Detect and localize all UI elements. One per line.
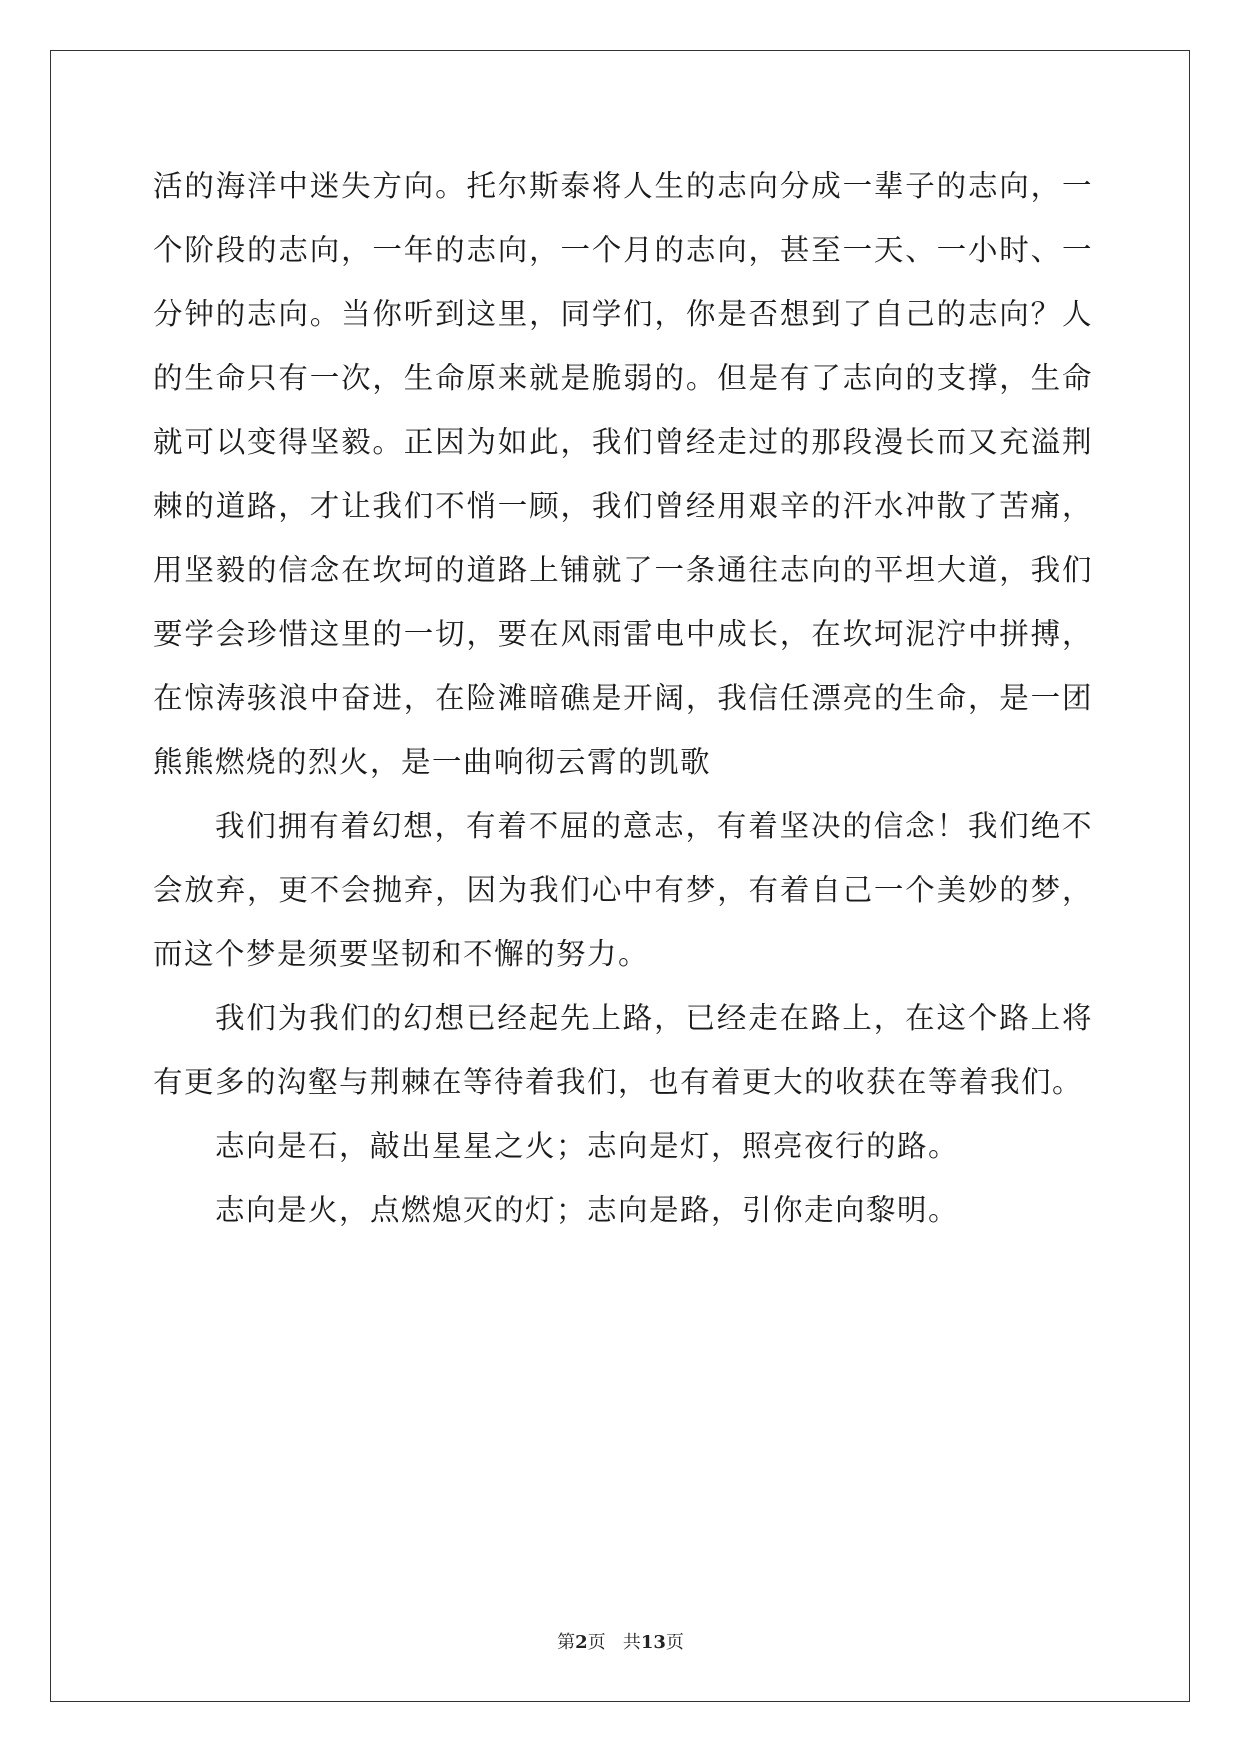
footer-page-suffix: 页	[587, 1632, 606, 1653]
paragraph-4: 志向是石，敲出星星之火；志向是灯，照亮夜行的路。	[215, 1129, 960, 1163]
paragraph-1: 活的海洋中迷失方向。托尔斯泰将人生的志向分成一辈子的志向，一个阶段的志向，一年的志向，一个月的志向，甚至一天、一小时、一分钟的志向。当你听到这里，同学们，你是否想到了自己的志向？人的生命只有一次，生命原来就是脆弱的。但是有了志向的支撑，生命就可以变得坚毅。正因为如此，我们曾经走过的那段漫长而又充溢荆棘的道路，才让我们不悄一顾，我们曾经用艰辛的汗水冲散了苦痛，用坚毅的信念在坎坷的道路上铺就了一条通往志向的平坦大道，我们要学会珍惜这里的一切，要在风雨雷电中成长，在坎坷泥泞中拼搏，在惊涛骇浪中奋进，在险滩暗礁是开阔，我信任漂亮的生命，是一团熊熊燃烧的烈火，是一曲响彻云霄的凯歌	[153, 169, 1093, 779]
paragraph-2: 我们拥有着幻想，有着不屈的意志，有着坚决的信念！我们绝不会放弃，更不会抛弃，因为我们心中有梦，有着自己一个美妙的梦，而这个梦是须要坚韧和不懈的努力。	[153, 809, 1093, 971]
footer-prefix: 第	[557, 1632, 576, 1653]
document-body	[153, 154, 1093, 1242]
paragraph-3: 我们为我们的幻想已经起先上路，已经走在路上，在这个路上将有更多的沟壑与荆棘在等待着我们，也有着更大的收获在等着我们。	[153, 1001, 1093, 1099]
footer-total-prefix: 共	[622, 1632, 641, 1653]
page-footer	[0, 1628, 1241, 1654]
footer-total-suffix: 页	[665, 1632, 684, 1653]
total-page-count: 13	[640, 1632, 666, 1653]
paragraph-5: 志向是火，点燃熄灭的灯；志向是路，引你走向黎明。	[215, 1193, 960, 1227]
current-page-number: 2	[575, 1632, 588, 1653]
